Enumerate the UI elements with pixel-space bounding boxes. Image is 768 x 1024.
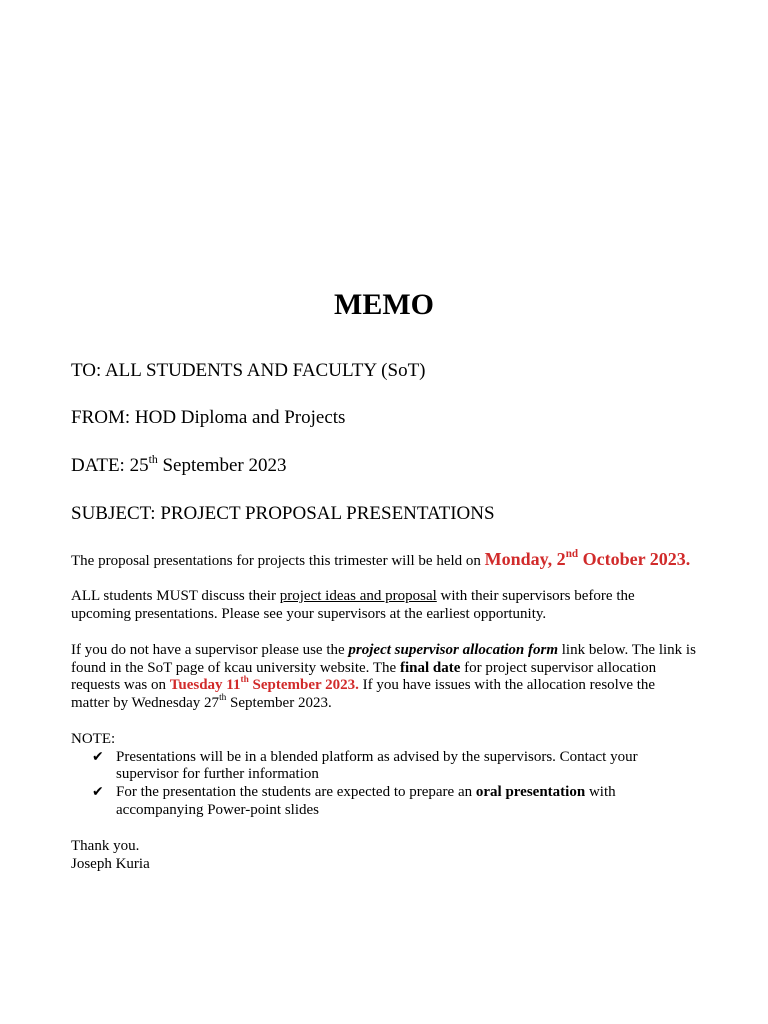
memo-date-line [71,454,287,478]
memo-title: MEMO [334,288,434,321]
list-item [71,784,656,819]
presentation-date-prefix: Monday, 2 [484,549,566,569]
deadline-prefix: Tuesday 11 [169,677,241,694]
date-sup: th [148,452,158,466]
date-suffix: September 2023 [157,455,287,476]
deadline-suffix: September 2023. [248,677,359,694]
para3-text-1: If you do not have a supervisor please use the [71,642,349,658]
checkmark-icon: ✔ [92,748,104,765]
thank-you-text: Thank you. [71,838,140,854]
date-prefix: DATE: 25 [71,455,149,476]
deadline-highlight [170,677,359,693]
closing [71,838,696,873]
presentation-date-paragraph [71,547,696,571]
para2-text-before: ALL students MUST discuss their [71,588,280,604]
project-ideas-underlined: project ideas and proposal [279,588,437,604]
oral-presentation-bold: oral presentation [475,784,586,801]
presentation-date-sup: nd [565,547,579,560]
deadline-sup: th [240,675,249,686]
final-date-bold: final date [399,659,461,676]
para3-text-3: for project supervisor allocation requests was on [71,659,657,694]
para3-text-2: link below. The link is found in the SoT page of kcau university website. The [71,642,696,676]
note-list [71,749,696,820]
memo-subject-line: SUBJECT: PROJECT PROPOSAL PRESENTATIONS [71,503,495,524]
allocation-form-name: project supervisor allocation form [348,642,559,658]
presentation-date-highlight [485,549,691,569]
para1-text: The proposal presentations for projects this trimester will be held on [71,553,485,569]
note-section [71,731,696,820]
checkmark-icon: ✔ [92,784,104,801]
discussion-paragraph [71,588,696,623]
allocation-paragraph [71,642,696,712]
list-item [71,749,656,784]
signature-name: Joseph Kuria [71,855,150,872]
para2-text-after: with their supervisors before the upcoming presentations. Please see your supervisors at the earliest opportunity. [71,588,635,622]
presentation-date-suffix: October 2023. [578,549,691,569]
note-item-text: Presentations will be in a blended platform as advised by the supervisors. Contact your supervisor for further information [116,748,638,783]
note-label: NOTE: [71,731,116,747]
memo-to-line: TO: ALL STUDENTS AND FACULTY (SoT) [71,360,426,381]
para3-text-4: If you have issues with the allocation resolve the matter by Wednesday 27 [71,677,656,711]
note-item-text: For the presentation the students are expected to prepare an [116,784,476,801]
memo-from-line: FROM: HOD Diploma and Projects [71,407,346,428]
para3-text-5: September 2023. [226,694,332,711]
note-item-text-after: with accompanying Power-point slides [116,784,616,818]
para3-sup: th [219,692,227,703]
